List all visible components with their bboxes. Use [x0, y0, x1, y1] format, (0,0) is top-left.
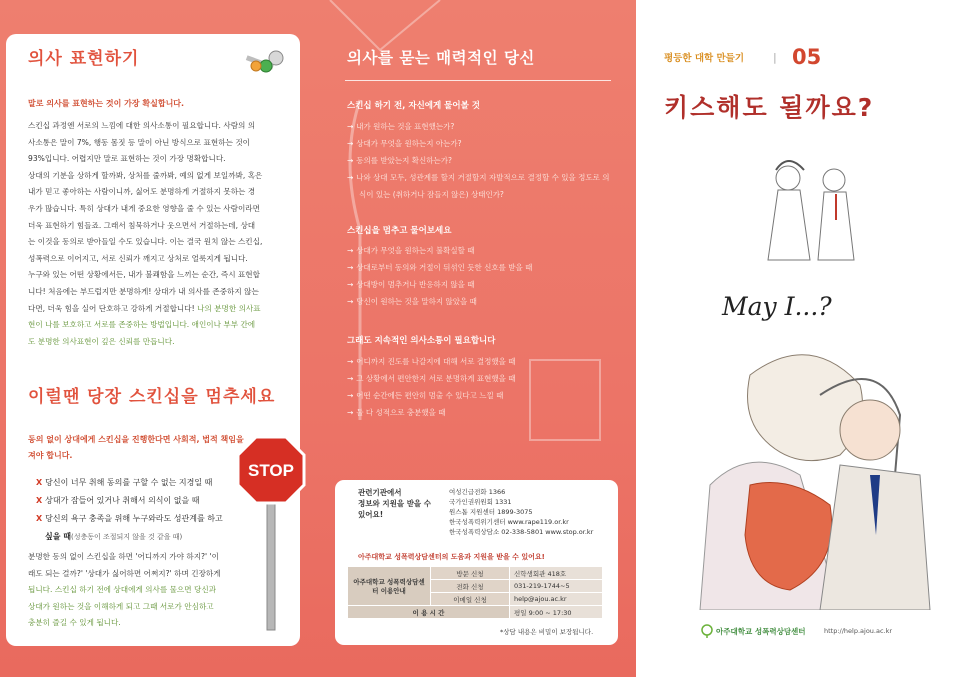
- svg-text:STOP: STOP: [248, 461, 294, 480]
- stop-conditions-list: [36, 474, 246, 546]
- center-name: 아주대학교 성폭력상담센터: [716, 627, 806, 636]
- series-title: 평등한 대학 만들기: [664, 53, 745, 64]
- list-item: → 당신이 원하는 것을 말하지 않았을 때: [347, 297, 477, 306]
- list-item: 싶을 때(성충동이 조절되지 않을 것 같을 때): [45, 532, 183, 541]
- ajou-support-heading: 아주대학교 성폭력상담센터의 도움과 지원을 받을 수 있어요!: [358, 553, 545, 561]
- section-title-stop: 이럴땐 당장 스킨십을 멈추세요: [28, 387, 276, 407]
- list-item: → 상대가 무엇을 원하는지 불확실할 때: [347, 246, 475, 255]
- issue-number: 05: [792, 45, 822, 69]
- table-row: 이메일 신청 help@ajou.ac.kr: [348, 593, 603, 606]
- table-row: 아주대학교 성폭력상담센터 이용안내 방문 신청 신학생회관 418호: [348, 567, 603, 580]
- list-item: X 당신의 욕구 충족을 위해 누구와라도 성관계를 하고: [36, 514, 223, 523]
- keys-icon: [240, 48, 288, 78]
- list-item: → 나와 상대 모두, 성관계를 할지 거절할지 자발적으로 결정할 수 있을 정도로 의: [347, 173, 610, 182]
- warning-text: 동의 없이 상대에게 스킨십을 진행한다면 사회적, 법적 책임을 져야 합니다.: [28, 435, 244, 460]
- divider: |: [773, 51, 777, 64]
- continue-list: [347, 353, 617, 421]
- list-item: X 상대가 잠들어 있거나 취해서 의식이 없을 때: [36, 496, 200, 505]
- middle-title: 의사를 묻는 매력적인 당신: [347, 49, 535, 67]
- section-heading-self-check: 스킨십 하기 전, 자신에게 물어볼 것: [347, 101, 480, 111]
- center-logo-icon: [700, 624, 714, 638]
- cover-title: 키스해도 될까요?: [664, 93, 875, 122]
- expression-paragraph: 스킨십 과정엔 서로의 느낌에 대한 의사소통이 필요합니다. 사람의 의 사소통은 말이 7%, 행동 몸짓 등 말이 아닌 방식으로 표현하는 것이 93%입니다. 어렵지만 말로 표현하는 것이 가장 명확합니다. 상대의 기분을 상하게 할까봐, 상처를 줄까봐, 예의 없게 보일까봐, 혹은 내가 믿고 좋아하는 사람이니까, 싫어도 분명하게 거절하지 못하는 경 우가 많습니다. 특히 상대가 내게 중요한 영향을 줄 수 있는 사람이라면 더욱 표현하기 힘들죠. 그래서 침묵하거나 웃으면서 거절하는데, 상대 는 이것을 동의로 받아들일 수도 있습니다. 이는 결국 원치 않는 스킨십, 성폭력으로 이어지고, 서로 신뢰가 깨지고 상처로 얼룩지게 됩니다. 누구와 있는 어떤 상황에서든, 내가 불쾌함을 느끼는 순간, 즉시 표현합 니다! 처음에는 부드럽지만 분명하게! 상대가 내 의사를 존중하지 않는 다면, 더욱 힘을 실어 단호하고 강하게 거절합니다! 나의 분명한 의사표 현이 나를 보호하고 서로를 존중하는 방법입니다. 애인이나 부부 간에 도 분명한 의사표현이 깊은 신뢰를 만듭니다.: [28, 121, 263, 346]
- illustration-kissing-couple: [690, 335, 940, 610]
- table-row: 이 용 시 간 평일 9:00 ~ 17:30: [348, 606, 603, 619]
- list-item: → 둘 다 성적으로 충분했을 때: [347, 408, 446, 417]
- center-url-link[interactable]: http://help.ajou.ac.kr: [824, 627, 893, 635]
- intro-text: 말로 의사를 표현하는 것이 가장 확실합니다.: [28, 99, 185, 108]
- list-item: → 어떤 순간에든 편안히 멈출 수 있다고 느낄 때: [347, 391, 504, 400]
- support-intro: 관련기관에서 정보와 지원을 받을 수 있어요!: [358, 488, 432, 519]
- list-item: → 상대로부터 동의와 거절이 뒤섞인 듯한 신호를 받을 때: [347, 263, 533, 272]
- list-item: → 어디까지 진도를 나갈지에 대해 서로 결정했을 때: [347, 357, 516, 366]
- list-item: → 상대방이 멈추거나 반응하지 않을 때: [347, 280, 475, 289]
- list-item: → 동의를 받았는지 확신하는가?: [347, 156, 452, 165]
- ask-list: [347, 242, 617, 310]
- email-link[interactable]: help@ajou.ac.kr: [510, 593, 603, 606]
- self-check-list: [347, 118, 617, 203]
- list-item: X 당신이 너무 취해 동의를 구할 수 없는 지경일 때: [36, 478, 213, 487]
- section-title-expression: 의사 표현하기: [28, 49, 140, 69]
- confidentiality-note: *상담 내용은 비밀이 보장됩니다.: [500, 628, 594, 636]
- list-item: → 내가 원하는 것을 표현했는가?: [347, 122, 455, 131]
- table-row: 전화 신청 031-219-1744~5: [348, 580, 603, 593]
- list-item: → 상대가 무엇을 원하는지 아는가?: [347, 139, 462, 148]
- list-item: 식이 있는 (취하거나 잠들지 않은) 상태인가?: [359, 190, 504, 199]
- closing-paragraph: 분명한 동의 없이 스킨십을 하면 '어디까지 가야 하지?' '이 래도 되는 걸까?' '상대가 싫어하면 어쩌지?' 하며 긴장하게 됩니다. 스킨십 하기 전에 상대에게 의사를 물으면 당신과 상대가 원하는 것을 이해하게 되고 그때 서로가 안심하고 충분히 즐길 수 있게 됩니다.: [28, 552, 221, 627]
- list-item: → 그 상황에서 편안한지 서로 분명하게 표현했을 때: [347, 374, 516, 383]
- section-heading-ask: 스킨십을 멈추고 물어보세요: [347, 226, 452, 236]
- illustration-couple-talking: [748, 150, 868, 270]
- section-heading-continue: 그래도 지속적인 의사소통이 필요합니다: [347, 336, 496, 346]
- title-underline: [345, 80, 611, 81]
- contact-table: [347, 566, 603, 619]
- hotline-list: 여성긴급전화 1366 국가인권위원회 1331 원스톱 지원센터 1899-3075 한국성폭력위기센터 www.rape119.or.kr 한국성폭력상담소 02-338-5801 www.stop.or.kr: [449, 488, 594, 536]
- handwritten-may-i: May I...?: [722, 292, 832, 321]
